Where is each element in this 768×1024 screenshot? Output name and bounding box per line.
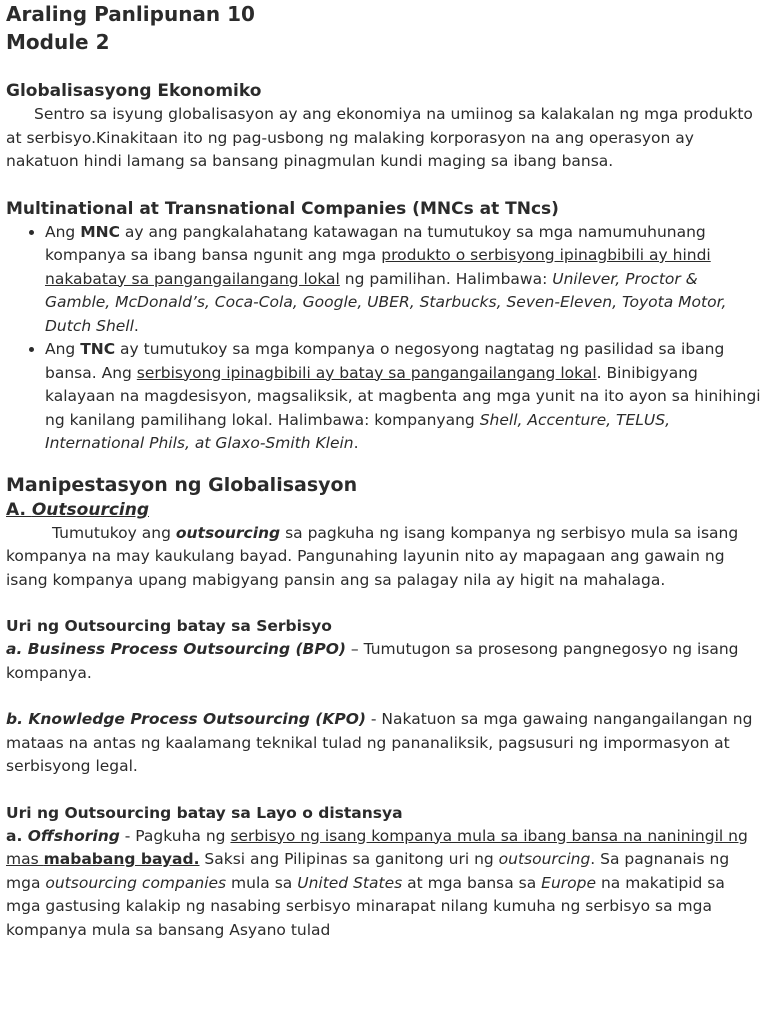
text: sa pagkuha ng isang kompanya ng serbisyo mula sa isang kompanya na may kaukulang bayad. Pangunahing layunin nito ay mapagaan ang gawain ng isang kompanya upang mabigyang pansin ang sa palagay nila ay higit na mahalaga. <box>6 523 739 589</box>
section-heading-manipestasyon: Manipestasyon ng Globalisasyon <box>6 473 358 496</box>
text: mula sa <box>226 873 298 892</box>
paragraph-outsourcing <box>6 522 762 593</box>
text: ay ang pangkalahatang katawagan na tumutukoy sa mga namumuhunang kompanya sa ibang bansa ngunit ang mga <box>45 222 706 264</box>
text: na makatipid sa mga gastusing kalakip ng nasabing serbisyo minarapat nilang kumuha ng serbisyo sa mga kompanya mula sa bansang Asyano tulad <box>6 873 725 939</box>
underlined-text: serbisyong ipinagbibili ay batay sa pangangailangang lokal <box>136 363 597 382</box>
underlined-text: serbisyo ng isang kompanya mula sa ibang bansa na naniningil ng mas <box>6 826 748 868</box>
text: . Binibigyang kalayaan na magdesisyon, magsaliksik, at magbenta ang mga yunit na ito ayon sa hinihingi ng kanilang pamilihang lokal. Halimbawa: kompanyang <box>45 363 761 429</box>
text: . Sa pagnanais ng mga <box>6 850 730 892</box>
spacer <box>6 56 762 79</box>
text: Ang <box>45 222 81 241</box>
list-item-tnc <box>45 338 762 456</box>
globalisasyon-body: Sentro sa isyung globalisasyon ay ang ekonomiya na umiinog sa kalakalan ng mga produkto at serbisyo.Kinakitaan ito ng pag-usbong ng malaking korporasyon na ang operasyon ay nakatuon hindi lamang sa bansang pinagmulan kundi maging sa ibang bansa. <box>6 105 753 170</box>
italic-text: outsourcing <box>498 850 591 868</box>
italic-text: Europe <box>541 873 597 892</box>
text: ng pamilihan. Halimbawa: <box>339 269 553 288</box>
text: - Nakatuon sa mga gawaing nangangailangan ng mataas na antas ng kaalamang teknikal tulad ng pananaliksik, pagsusuri ng impormasyon at serbisyong legal. <box>6 710 753 775</box>
spacer <box>6 174 762 197</box>
section-heading-uri-serbisyo: Uri ng Outsourcing batay sa Serbisyo <box>6 617 332 635</box>
list-item-mnc <box>45 221 762 339</box>
paragraph-offshoring <box>6 825 762 943</box>
mnc-tnc-list <box>6 221 762 456</box>
text: Tumutukoy ang <box>52 523 176 542</box>
italic-text: outsourcing companies <box>45 873 227 892</box>
term-offshoring: Offshoring <box>27 826 120 845</box>
section-heading-globalisasyon: Globalisasyong Ekonomiko <box>6 81 262 101</box>
text: ay tumutukoy sa mga kompanya o negosyong nagtatag ng pasilidad sa ibang bansa. Ang <box>45 340 725 382</box>
text: . <box>353 434 359 452</box>
section-heading-mnc-tnc: Multinational at Transnational Companies (MNCs at TNcs) <box>6 198 559 219</box>
spacer <box>6 592 762 615</box>
spacer <box>6 456 762 472</box>
text: Ang <box>45 340 81 358</box>
subject-title: Araling Panlipunan 10 <box>6 2 255 26</box>
text: - Pagkuha ng <box>119 826 231 845</box>
paragraph-kpo <box>6 708 762 779</box>
sub-term: Outsourcing <box>31 499 149 520</box>
letter: a. <box>6 826 28 845</box>
bpo-label: a. Business Process Outsourcing (BPO) <box>6 640 346 658</box>
text: at mga bansa sa <box>402 873 542 892</box>
paragraph-bpo <box>6 638 762 685</box>
text: Saksi ang Pilipinas sa ganitong uri ng <box>199 850 499 868</box>
spacer <box>6 779 762 802</box>
underlined-bold-text: mababang bayad. <box>43 850 200 868</box>
term-outsourcing: outsourcing <box>175 523 281 542</box>
text: – Tumutugon sa prosesong pangnegosyo ng isang kompanya. <box>6 640 739 682</box>
section-heading-uri-layo: Uri ng Outsourcing batay sa Layo o distansya <box>6 803 403 822</box>
subheading-outsourcing <box>6 498 762 522</box>
module-title: Module 2 <box>6 30 110 54</box>
term-mnc: MNC <box>80 222 120 241</box>
italic-text: United States <box>297 873 403 892</box>
examples-tnc: Shell, Accenture, TELUS, International Phils, at Glaxo-Smith Klein <box>45 410 671 452</box>
term-tnc: TNC <box>80 340 116 358</box>
paragraph-globalisasyon <box>6 103 762 174</box>
text: . <box>133 316 139 335</box>
kpo-label: b. Knowledge Process Outsourcing (KPO) <box>6 710 366 728</box>
spacer <box>6 685 762 708</box>
sub-letter: A. <box>6 499 32 520</box>
underlined-text: produkto o serbisyong ipinagbibili ay hindi nakabatay sa pangangailangang lokal <box>45 246 711 288</box>
examples-mnc: Unilever, Proctor & Gamble, McDonald’s, Coca-Cola, Google, UBER, Starbucks, Seven-Eleven, Toyota Motor, Dutch Shell <box>45 269 727 335</box>
